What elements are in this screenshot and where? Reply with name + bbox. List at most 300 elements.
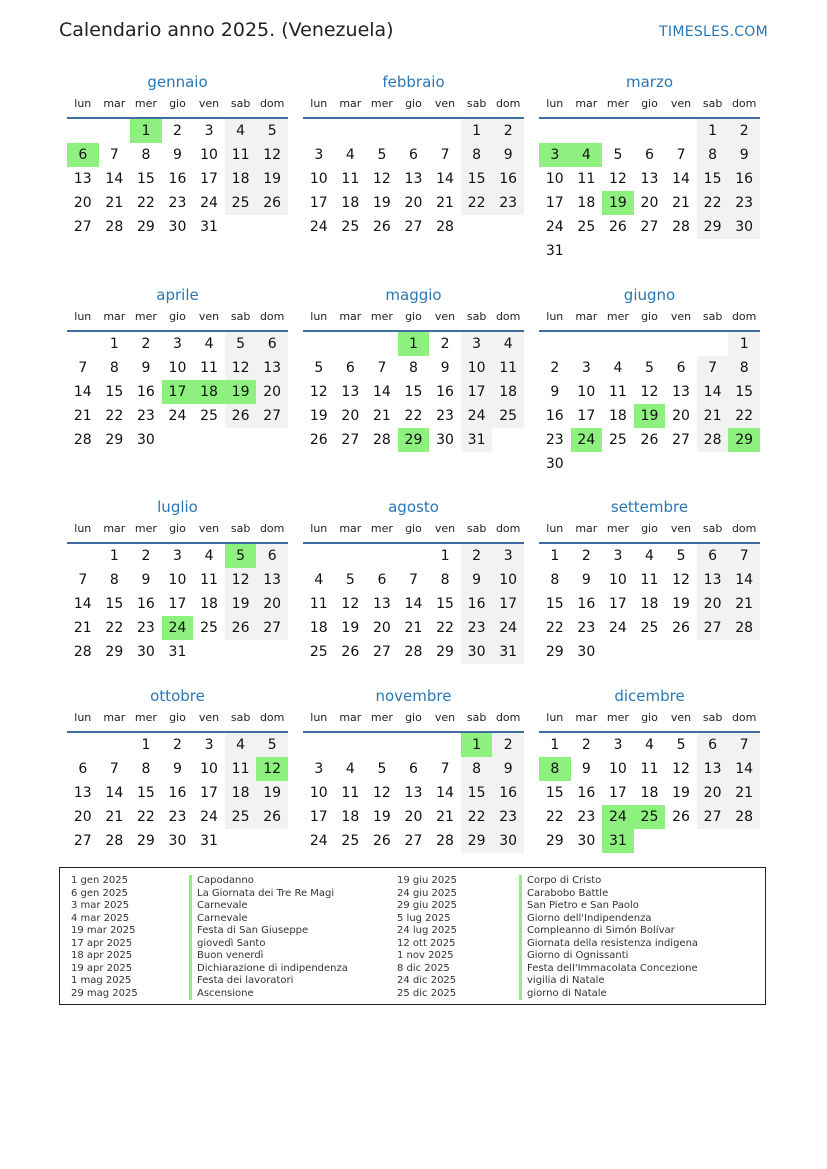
day-cell: 9 <box>173 147 182 163</box>
day-cell: 6 <box>78 761 88 777</box>
day-cell: 2 <box>440 336 450 352</box>
legend-date: 17 apr 2025 <box>71 937 133 949</box>
legend-date: 1 mag 2025 <box>71 975 132 986</box>
weekday-label: ven <box>670 97 692 110</box>
legend-holiday-name: Corpo di Cristo <box>527 875 602 886</box>
day-cell: 13 <box>73 171 92 187</box>
month-agosto <box>303 498 524 664</box>
day-cell: 5 <box>377 761 387 777</box>
day-cell: 20 <box>73 809 92 825</box>
day-cell: 22 <box>136 809 155 825</box>
empty-cell <box>99 733 131 757</box>
day-cell: 1 <box>728 332 760 356</box>
day-cell: 18 <box>341 809 360 825</box>
day-cell: 25 <box>492 404 524 428</box>
empty-cell <box>366 332 398 356</box>
day-cell: 20 <box>73 195 92 211</box>
day-grid <box>303 733 524 853</box>
weekday-label: lun <box>310 522 328 535</box>
holiday-day-cell: 24 <box>571 428 603 452</box>
month-name: giugno <box>623 286 676 304</box>
empty-cell <box>634 119 666 143</box>
day-cell: 30 <box>492 829 524 853</box>
legend-date: 8 dic 2025 <box>397 962 450 974</box>
legend-holiday-name: giovedì Santo <box>197 937 266 949</box>
weekday-label: dom <box>495 711 521 724</box>
day-grid <box>67 544 288 664</box>
day-cell: 22 <box>436 620 454 636</box>
weekday-label: mer <box>370 522 393 535</box>
day-cell: 9 <box>440 360 450 376</box>
weekday-label: sab <box>466 522 487 535</box>
day-cell: 21 <box>404 620 423 636</box>
legend-date: 19 giu 2025 <box>397 875 457 886</box>
day-cell: 26 <box>225 404 257 428</box>
day-cell: 30 <box>168 833 187 849</box>
day-cell: 5 <box>256 119 288 143</box>
day-cell: 25 <box>341 219 360 235</box>
weekday-label: sab <box>230 711 251 724</box>
day-cell: 1 <box>109 548 119 564</box>
day-cell: 18 <box>608 408 627 424</box>
day-cell: 7 <box>109 147 119 163</box>
day-cell: 26 <box>309 432 328 448</box>
day-cell: 26 <box>372 833 391 849</box>
legend-date: 12 ott 2025 <box>397 937 456 949</box>
weekday-header <box>67 97 288 113</box>
day-cell: 16 <box>136 384 155 400</box>
day-cell: 19 <box>256 167 288 191</box>
month-maggio <box>303 286 524 452</box>
day-cell: 11 <box>200 360 218 376</box>
day-cell: 13 <box>341 384 360 400</box>
day-cell: 11 <box>608 384 627 400</box>
month-name: maggio <box>385 286 442 304</box>
day-cell: 14 <box>436 785 454 801</box>
day-cell: 29 <box>436 644 454 660</box>
empty-cell <box>429 733 461 757</box>
day-cell: 30 <box>577 644 596 660</box>
weekday-label: gio <box>641 711 658 724</box>
empty-cell <box>697 332 729 356</box>
day-cell: 25 <box>577 219 596 235</box>
month-marzo <box>539 73 760 263</box>
day-cell: 26 <box>256 191 288 215</box>
day-cell: 9 <box>550 384 560 400</box>
weekday-label: lun <box>310 711 328 724</box>
day-cell: 4 <box>345 147 355 163</box>
day-cell: 20 <box>372 620 391 636</box>
holiday-day-cell: 17 <box>162 380 194 404</box>
day-cell: 11 <box>492 356 524 380</box>
weekday-label: lun <box>546 522 564 535</box>
legend-date: 18 apr 2025 <box>71 950 133 961</box>
day-cell: 18 <box>492 380 524 404</box>
empty-cell <box>303 733 335 757</box>
empty-cell <box>539 119 571 143</box>
day-cell: 2 <box>492 733 524 757</box>
day-cell: 23 <box>577 809 596 825</box>
day-cell: 30 <box>168 219 187 235</box>
legend-dates-left <box>71 875 138 1000</box>
day-cell: 6 <box>377 572 387 588</box>
day-cell: 27 <box>697 616 729 640</box>
day-cell: 26 <box>256 805 288 829</box>
site-logo-link[interactable]: TIMESLES.COM <box>659 24 768 40</box>
weekday-label: gio <box>405 711 422 724</box>
empty-cell <box>429 119 461 143</box>
legend-date: 24 giu 2025 <box>397 887 457 899</box>
day-cell: 17 <box>608 596 627 612</box>
day-cell: 15 <box>436 596 454 612</box>
day-cell: 4 <box>645 548 654 564</box>
day-cell: 17 <box>577 408 596 424</box>
day-cell: 5 <box>676 548 686 564</box>
weekday-label: dom <box>731 97 757 110</box>
day-cell: 25 <box>200 408 218 424</box>
day-cell: 28 <box>404 644 423 660</box>
empty-cell <box>67 544 99 568</box>
day-cell: 12 <box>372 171 391 187</box>
day-grid <box>67 733 288 853</box>
empty-cell <box>303 119 335 143</box>
weekday-label: ven <box>670 310 692 323</box>
month-name: agosto <box>388 498 439 516</box>
day-cell: 11 <box>577 171 596 187</box>
day-cell: 30 <box>577 833 596 849</box>
day-cell: 29 <box>461 829 493 853</box>
day-cell: 19 <box>309 408 328 424</box>
weekday-label: sab <box>230 522 251 535</box>
day-cell: 28 <box>436 219 454 235</box>
day-cell: 28 <box>672 219 690 235</box>
day-cell: 19 <box>256 781 288 805</box>
day-cell: 20 <box>672 408 690 424</box>
day-cell: 16 <box>577 596 596 612</box>
legend-holiday-name: Giornata della resistenza indigena <box>527 937 699 949</box>
day-cell: 31 <box>461 428 493 452</box>
day-cell: 9 <box>492 757 524 781</box>
day-cell: 5 <box>676 737 686 753</box>
day-cell: 11 <box>309 596 328 612</box>
weekday-label: sab <box>702 310 723 323</box>
day-cell: 5 <box>613 147 623 163</box>
weekday-label: sab <box>230 97 251 110</box>
day-cell: 27 <box>697 805 729 829</box>
weekday-label: lun <box>310 310 328 323</box>
day-cell: 23 <box>577 620 596 636</box>
day-cell: 28 <box>728 805 760 829</box>
day-cell: 10 <box>577 384 596 400</box>
day-cell: 25 <box>225 805 257 829</box>
day-cell: 7 <box>697 356 729 380</box>
day-cell: 30 <box>461 640 493 664</box>
day-cell: 8 <box>409 360 418 376</box>
weekday-label: sab <box>230 310 251 323</box>
day-cell: 15 <box>545 596 564 612</box>
day-cell: 22 <box>545 620 564 636</box>
day-cell: 3 <box>581 360 591 376</box>
day-cell: 10 <box>168 572 187 588</box>
day-cell: 15 <box>461 781 493 805</box>
day-cell: 24 <box>309 833 328 849</box>
day-cell: 6 <box>697 733 729 757</box>
day-cell: 2 <box>173 123 182 139</box>
day-cell: 12 <box>372 785 391 801</box>
day-cell: 2 <box>141 548 151 564</box>
weekday-header <box>303 97 524 113</box>
day-grid <box>67 119 288 239</box>
day-cell: 9 <box>581 572 591 588</box>
legend-date: 25 dic 2025 <box>397 987 457 999</box>
month-gennaio <box>67 73 288 239</box>
day-cell: 23 <box>728 191 760 215</box>
weekday-label: dom <box>731 711 757 724</box>
weekday-label: mar <box>575 711 598 724</box>
day-cell: 7 <box>676 147 686 163</box>
day-cell: 25 <box>200 620 218 636</box>
day-grid <box>539 544 760 664</box>
day-cell: 14 <box>728 568 760 592</box>
weekday-label: lun <box>546 310 564 323</box>
day-cell: 20 <box>697 781 729 805</box>
day-cell: 2 <box>728 119 760 143</box>
day-cell: 10 <box>309 171 328 187</box>
day-cell: 22 <box>545 809 564 825</box>
day-cell: 21 <box>436 809 454 825</box>
day-cell: 23 <box>136 408 155 424</box>
day-cell: 14 <box>105 785 124 801</box>
day-cell: 7 <box>440 147 450 163</box>
day-cell: 5 <box>345 572 355 588</box>
day-cell: 11 <box>225 143 257 167</box>
month-name: aprile <box>156 286 199 304</box>
day-cell: 24 <box>492 616 524 640</box>
day-cell: 17 <box>309 809 328 825</box>
day-cell: 23 <box>461 616 493 640</box>
legend-date: 29 giu 2025 <box>397 900 457 911</box>
day-cell: 8 <box>109 360 119 376</box>
weekday-header <box>539 97 760 113</box>
day-cell: 15 <box>136 785 155 801</box>
day-cell: 28 <box>372 432 391 448</box>
holiday-day-cell: 3 <box>539 143 571 167</box>
day-cell: 13 <box>404 785 423 801</box>
legend-holiday-name: Giorno dell'Indipendenza <box>527 912 652 924</box>
day-cell: 9 <box>461 568 493 592</box>
weekday-label: dom <box>259 97 285 110</box>
day-cell: 3 <box>613 548 623 564</box>
month-novembre <box>303 687 524 853</box>
day-cell: 24 <box>461 404 493 428</box>
day-cell: 28 <box>436 833 454 849</box>
day-cell: 26 <box>672 620 690 636</box>
weekday-label: lun <box>546 97 564 110</box>
day-cell: 6 <box>256 332 288 356</box>
day-cell: 23 <box>168 809 187 825</box>
day-cell: 31 <box>200 833 218 849</box>
legend-names-right <box>519 875 698 1000</box>
day-cell: 27 <box>256 616 288 640</box>
day-cell: 12 <box>672 761 690 777</box>
day-cell: 7 <box>728 733 760 757</box>
day-cell: 3 <box>492 544 524 568</box>
day-cell: 16 <box>728 167 760 191</box>
legend-holiday-name: Festa dei lavoratori <box>197 975 294 986</box>
legend-holiday-name: Festa dell'Immacolata Concezione <box>527 962 698 974</box>
day-cell: 6 <box>645 147 654 163</box>
empty-cell <box>602 119 634 143</box>
day-cell: 2 <box>581 737 591 753</box>
day-cell: 8 <box>440 572 450 588</box>
legend-date: 19 apr 2025 <box>71 962 133 974</box>
day-cell: 27 <box>341 432 360 448</box>
day-cell: 9 <box>728 143 760 167</box>
legend-holiday-name: Capodanno <box>197 875 254 886</box>
day-cell: 10 <box>492 568 524 592</box>
holiday-day-cell: 31 <box>602 829 634 853</box>
day-cell: 2 <box>581 548 591 564</box>
day-cell: 18 <box>200 596 218 612</box>
day-cell: 15 <box>728 380 760 404</box>
weekday-label: ven <box>434 310 456 323</box>
day-cell: 25 <box>640 620 659 636</box>
empty-cell <box>366 544 398 568</box>
holiday-day-cell: 8 <box>539 757 571 781</box>
weekday-label: mar <box>575 310 598 323</box>
day-cell: 5 <box>225 332 257 356</box>
day-cell: 13 <box>256 568 288 592</box>
legend-date: 3 mar 2025 <box>71 900 130 911</box>
day-cell: 4 <box>492 332 524 356</box>
weekday-label: sab <box>466 310 487 323</box>
day-cell: 23 <box>436 408 454 424</box>
day-cell: 24 <box>608 620 627 636</box>
weekday-label: mar <box>103 522 126 535</box>
legend-date: 5 lug 2025 <box>397 912 451 924</box>
day-grid <box>539 733 760 853</box>
weekday-label: gio <box>641 310 658 323</box>
weekday-label: gio <box>169 310 186 323</box>
day-cell: 6 <box>676 360 686 376</box>
day-cell: 23 <box>492 805 524 829</box>
day-cell: 1 <box>141 737 151 753</box>
day-cell: 21 <box>105 195 124 211</box>
empty-cell <box>571 332 603 356</box>
day-cell: 21 <box>105 809 124 825</box>
day-cell: 26 <box>341 644 360 660</box>
day-cell: 10 <box>168 360 187 376</box>
empty-cell <box>335 119 367 143</box>
day-cell: 12 <box>640 384 659 400</box>
day-cell: 25 <box>309 644 328 660</box>
day-cell: 21 <box>73 620 92 636</box>
empty-cell <box>602 332 634 356</box>
day-cell: 17 <box>492 592 524 616</box>
empty-cell <box>99 119 131 143</box>
day-cell: 27 <box>372 644 391 660</box>
day-cell: 24 <box>200 195 218 211</box>
weekday-label: mar <box>103 711 126 724</box>
legend-date: 4 mar 2025 <box>71 912 130 924</box>
weekday-label: dom <box>731 522 757 535</box>
day-cell: 14 <box>728 757 760 781</box>
empty-cell <box>366 119 398 143</box>
day-cell: 16 <box>545 408 564 424</box>
day-cell: 10 <box>200 761 218 777</box>
day-cell: 30 <box>436 432 454 448</box>
weekday-label: gio <box>405 310 422 323</box>
day-cell: 3 <box>204 123 214 139</box>
weekday-label: gio <box>169 522 186 535</box>
day-cell: 23 <box>492 191 524 215</box>
day-cell: 15 <box>404 384 423 400</box>
weekday-label: mer <box>606 711 629 724</box>
day-cell: 21 <box>436 195 454 211</box>
month-febbraio <box>303 73 524 239</box>
day-cell: 31 <box>168 644 187 660</box>
month-name: gennaio <box>147 73 208 91</box>
day-cell: 8 <box>141 761 151 777</box>
day-cell: 29 <box>105 644 124 660</box>
weekday-label: mar <box>103 97 126 110</box>
month-dicembre <box>539 687 760 853</box>
weekday-label: mar <box>575 522 598 535</box>
empty-cell <box>665 119 697 143</box>
legend-holiday-name: Compleanno di Simón Bolívar <box>527 925 675 936</box>
day-cell: 23 <box>168 195 187 211</box>
day-cell: 12 <box>225 568 257 592</box>
weekday-label: lun <box>546 711 564 724</box>
day-cell: 20 <box>640 195 659 211</box>
day-cell: 15 <box>545 785 564 801</box>
weekday-header <box>67 310 288 326</box>
day-cell: 25 <box>225 191 257 215</box>
day-cell: 4 <box>314 572 324 588</box>
day-cell: 13 <box>404 171 423 187</box>
day-cell: 4 <box>225 733 257 757</box>
day-cell: 8 <box>461 757 493 781</box>
day-cell: 9 <box>173 761 182 777</box>
day-cell: 3 <box>204 737 214 753</box>
day-cell: 26 <box>672 809 690 825</box>
weekday-label: ven <box>434 522 456 535</box>
day-cell: 3 <box>314 147 324 163</box>
holiday-day-cell: 1 <box>461 733 493 757</box>
day-cell: 10 <box>309 785 328 801</box>
legend-dates-right <box>397 875 457 1000</box>
day-cell: 28 <box>105 219 124 235</box>
day-cell: 20 <box>697 592 729 616</box>
weekday-label: ven <box>670 711 692 724</box>
day-cell: 5 <box>256 733 288 757</box>
day-cell: 3 <box>461 332 493 356</box>
weekday-label: ven <box>198 97 220 110</box>
day-cell: 28 <box>73 432 92 448</box>
day-cell: 17 <box>200 785 218 801</box>
empty-cell <box>303 544 335 568</box>
holiday-day-cell: 4 <box>571 143 603 167</box>
day-cell: 30 <box>545 456 564 472</box>
day-cell: 9 <box>141 360 151 376</box>
weekday-label: sab <box>702 522 723 535</box>
legend-date: 1 gen 2025 <box>71 875 129 886</box>
day-cell: 7 <box>109 761 119 777</box>
day-cell: 17 <box>545 195 564 211</box>
day-cell: 12 <box>309 384 328 400</box>
day-cell: 2 <box>173 737 182 753</box>
day-cell: 13 <box>73 785 92 801</box>
